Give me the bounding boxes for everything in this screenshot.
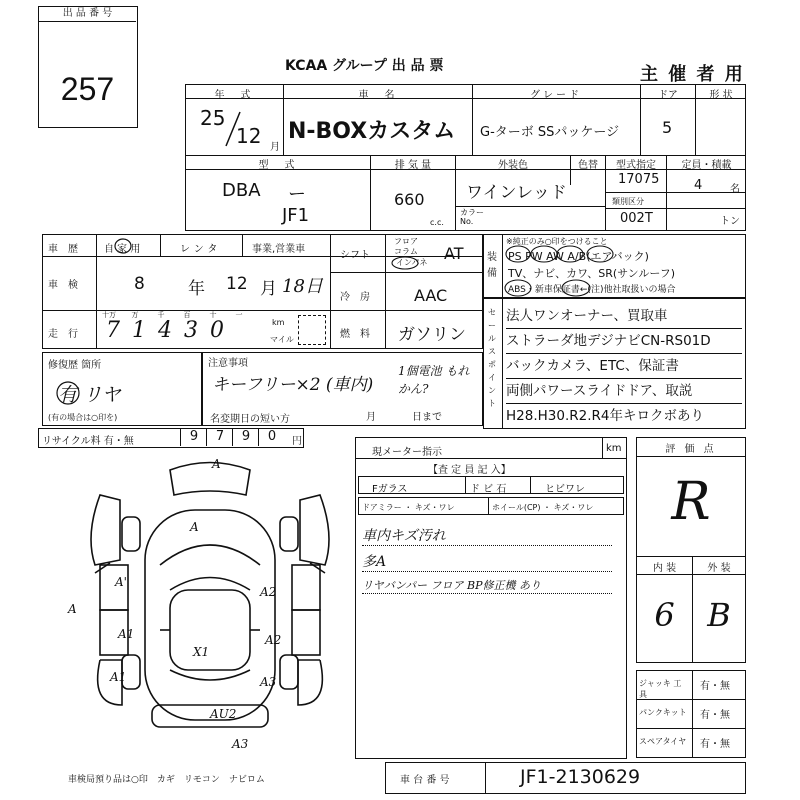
model-designation: 17075 — [618, 172, 660, 187]
exterior-score: B — [707, 596, 731, 634]
class-label: 類別区分 — [612, 197, 644, 206]
equipment-note: ※純正のみ○印をつけること — [506, 237, 608, 246]
mileage-digits — [96, 316, 256, 348]
interior-score: 6 — [654, 596, 675, 634]
history-circle — [113, 237, 133, 255]
meter-hand-line: リヤバンパー フロア BP修正機 あり — [362, 577, 612, 594]
inspector-header: 【査 定 員 記 入】 — [428, 465, 511, 476]
meter-hand-line: 多A — [362, 551, 612, 572]
damage-mark: A — [68, 602, 77, 616]
glass-chip: ド ビ 石 — [470, 484, 507, 495]
history-options: 自 家 用 — [104, 244, 141, 255]
damage-mark: A2 — [265, 633, 282, 647]
type-label: 型 式 — [258, 160, 298, 171]
mileage-unit-label: 万 — [131, 311, 139, 319]
type-prefix: DBA — [222, 180, 261, 201]
tool-value: 有・無 — [700, 710, 730, 721]
shift-floor: フロア — [394, 237, 418, 246]
sales-side-label: セールスポイント — [488, 308, 496, 408]
deadline-day: 日まで — [412, 412, 442, 423]
vehicle-name: N-BOXカスタム — [288, 119, 456, 144]
repair-value: 有 リヤ — [58, 384, 121, 406]
shift-label: シフト — [340, 250, 370, 261]
cooling-label: 冷 房 — [340, 292, 370, 303]
shape-label: 形 状 — [709, 90, 733, 101]
type-code: JF1 — [282, 205, 310, 226]
score-value: R — [671, 472, 711, 532]
grade-value: G-ターボ SSパッケージ — [480, 125, 620, 140]
mileage-digit: 7 — [106, 318, 120, 343]
mileage-unit-label: 百 — [183, 311, 191, 319]
recycle-yen: 円 — [292, 436, 302, 447]
mileage-digit: 4 — [158, 318, 172, 343]
color-no-label: カラー No. — [460, 208, 484, 226]
doors-label: ドア — [658, 90, 678, 101]
damage-mark: A1 — [110, 670, 127, 684]
glass-crack: ヒビワレ — [545, 484, 585, 495]
wheel-label: ホイール(CP) ・ キズ・ワレ — [492, 503, 594, 512]
inspection-month: 12 — [226, 274, 248, 294]
tool-row — [636, 670, 746, 700]
damage-mark: A2 — [260, 585, 277, 599]
sales-point-line: H28.H30.R2.R4年キロクボあり — [506, 404, 742, 429]
mile-unit: マイル — [270, 335, 294, 344]
damage-mark: A — [190, 520, 199, 534]
meter-label: 現メーター指示 — [372, 447, 442, 458]
damage-mark: A3 — [260, 675, 277, 689]
tool-label: パンクキット — [639, 708, 687, 717]
fuel-label: 燃 料 — [340, 329, 370, 340]
displacement-value: 660 — [394, 190, 425, 209]
shift-column: コラム — [394, 247, 418, 256]
inspection-month-unit: 月 — [260, 279, 277, 299]
equipment-line1: PS PW AW A/B(エアバック) — [508, 250, 649, 263]
type-dash: ー — [288, 184, 306, 205]
diagram-marks — [60, 455, 360, 755]
lot-number-label: 出 品 番 号 — [39, 7, 136, 22]
recycle-digit: 0 — [258, 428, 285, 446]
recycle-digit: 7 — [206, 428, 233, 446]
sales-point-line: 両側パワースライドドア、取説 — [506, 379, 742, 404]
damage-mark: A' — [115, 575, 127, 589]
keys-label: 車検局預り品は○印 カギ リモコン ナビロム — [68, 775, 265, 785]
damage-mark: A1 — [118, 627, 135, 641]
month-value: 12 — [236, 124, 262, 148]
sales-point-line: ストラーダ地デジナビCN-RS01D — [506, 329, 742, 354]
grade-label: グレード — [530, 90, 582, 101]
capacity-unit: 名 — [730, 184, 740, 195]
equipment-side-label: 装 備 — [487, 252, 497, 279]
year-value: 25 — [200, 106, 226, 130]
shift-value: AT — [444, 244, 464, 263]
mileage-digit: 1 — [132, 318, 146, 343]
lot-number: 257 — [60, 71, 115, 107]
cooling-value: AAC — [414, 286, 448, 305]
repair-label: 修復歴 箇所 — [48, 360, 102, 371]
deadline-month: 月 — [366, 412, 376, 423]
business-option: 事業,営業車 — [252, 244, 306, 255]
history-label: 車 歴 — [48, 244, 78, 255]
ext-color-label: 外装色 — [498, 160, 528, 171]
mileage-unit-label: 一 — [235, 311, 243, 319]
notes-handnote: 1個電池 もれかん? — [398, 364, 470, 396]
damage-mark: A — [212, 457, 221, 471]
repair-circle — [55, 380, 81, 406]
shift-circle — [390, 255, 420, 271]
year-label: 年 式 — [214, 90, 254, 101]
exterior-label: 外 装 — [707, 563, 731, 574]
chassis-label: 車 台 番 号 — [400, 775, 450, 786]
cc-unit: c.c. — [430, 218, 444, 227]
class-no: 002T — [620, 211, 653, 226]
model-designation-label: 型式指定 — [616, 160, 656, 171]
recycle-digits — [180, 428, 290, 448]
color-change-label: 色替 — [578, 160, 598, 171]
rental-option: レンタ — [180, 244, 222, 255]
mileage-digit: 0 — [210, 318, 224, 343]
tool-label: ジャッキ 工 具 — [639, 679, 682, 699]
shift-inpane: インパネ — [396, 258, 428, 267]
lot-number-box — [38, 6, 138, 128]
inspection-day: 18日 — [282, 276, 323, 297]
header-title: KCAA グループ 出 品 票 — [285, 58, 444, 74]
organizer-label: 主 催 者 用 — [640, 64, 745, 85]
damage-mark: AU2 — [210, 707, 237, 721]
equipment-circles — [504, 242, 684, 300]
recycle-digit: 9 — [180, 428, 207, 446]
month-unit: 月 — [270, 142, 280, 153]
displacement-label: 排 気 量 — [394, 160, 432, 171]
deadline-label: 名変期日の短い方 — [210, 414, 290, 425]
doors-value: 5 — [662, 118, 673, 137]
tool-label: スペアタイヤ — [639, 737, 687, 746]
damage-mark: A3 — [232, 737, 249, 751]
color-value: ワインレッド — [466, 183, 567, 203]
capacity-value: 4 — [694, 178, 703, 193]
fuel-value: ガソリン — [398, 325, 466, 345]
repair-note: (有の場合は○印を) — [48, 413, 118, 422]
sales-point-line: バックカメラ、ETC、保証書 — [506, 354, 742, 379]
recycle-label: リサイクル料 有・無 — [42, 436, 134, 447]
mileage-unit-label: 千 — [157, 311, 165, 319]
inspection-label: 車 検 — [48, 280, 78, 291]
ton-unit: トン — [720, 216, 740, 227]
name-label: 車 名 — [358, 90, 398, 101]
inspection-year: 8 — [134, 274, 145, 294]
chassis-number: JF1-2130629 — [520, 766, 641, 788]
notes-line1: キーフリー×2 (車内) — [212, 375, 374, 395]
mileage-unit-label: 十万 — [102, 311, 116, 319]
mileage-label: 走 行 — [48, 329, 78, 340]
damage-mark: X1 — [193, 645, 210, 659]
capacity-label: 定員・積載 — [681, 160, 732, 171]
tool-row — [636, 699, 746, 729]
equipment-line2: TV、ナビ、カワ、SR(サンルーフ) — [508, 267, 676, 280]
year-slash — [220, 110, 250, 150]
mirror-label: ドアミラー ・ キズ・ワレ — [362, 503, 455, 512]
notes-label: 注意事項 — [208, 358, 248, 369]
tool-row — [636, 728, 746, 757]
mile-box — [298, 315, 326, 345]
glass-label: Fガラス — [372, 484, 408, 495]
score-label: 評 価 点 — [665, 444, 717, 455]
sales-point-line: 法人ワンオーナー、買取車 — [506, 304, 742, 329]
sales-lines — [506, 300, 742, 428]
tool-value: 有・無 — [700, 681, 730, 692]
km-unit: km — [272, 318, 285, 327]
mileage-unit-label: 十 — [209, 311, 217, 319]
interior-label: 内 装 — [652, 563, 677, 574]
tools-rows — [636, 670, 746, 758]
recycle-digit: 9 — [232, 428, 259, 446]
inspection-year-unit: 年 — [188, 279, 205, 299]
tool-value: 有・無 — [700, 739, 730, 750]
meter-km: km — [606, 443, 622, 454]
equipment-line3: ABS・新車保証書←(注)他社取扱いの場合 — [508, 285, 676, 295]
mileage-digit: 3 — [184, 318, 198, 343]
meter-hand-lines — [362, 525, 622, 605]
meter-hand-line: 車内キズ汚れ — [362, 525, 612, 546]
